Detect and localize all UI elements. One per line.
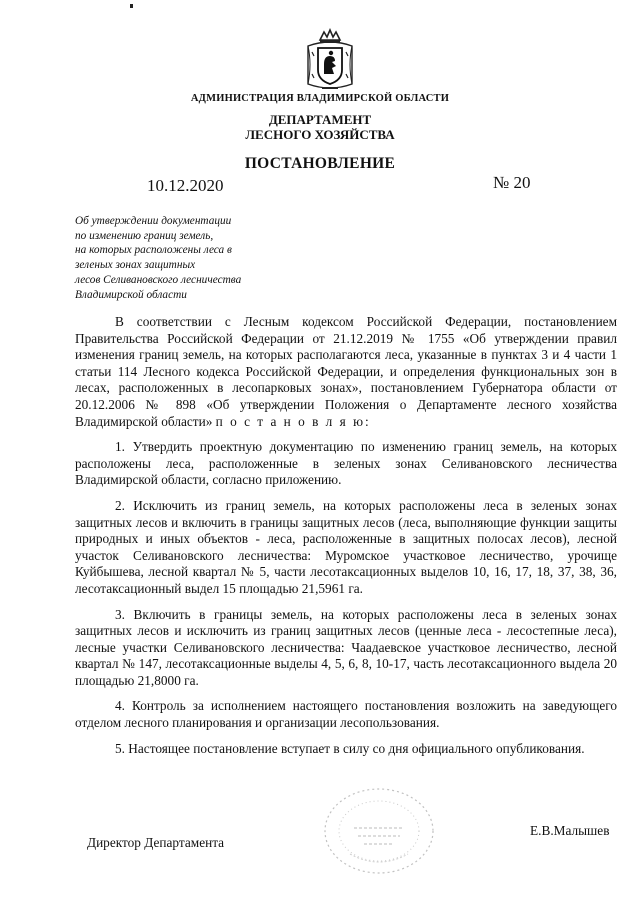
item-paragraph: 1. Утвердить проектную документацию по изменению границ земель, на которых расположены леса, расположенные в зеленых зонах Селивановского лесничества Владимирской области, согласно приложению. [75, 439, 617, 488]
subject-line: по изменению границ земель, [75, 229, 214, 242]
subject-line: зеленых зонах защитных [75, 259, 196, 272]
preamble-paragraph [75, 314, 617, 430]
subject-line: на которых расположены леса в [75, 244, 232, 257]
item-paragraph: 5. Настоящее постановление вступает в силу со дня официального опубликования. [115, 740, 585, 756]
document-number: № 20 [493, 173, 531, 192]
decree-word: п о с т а н о в л я ю: [215, 413, 371, 429]
preamble-text: В соответствии с Лесным кодексом Российской Федерации, постановлением Правительства Российской Федерации от 21.12.2019 № 1755 «Об утверждении правил изменения границ земель, на которых располагаются леса, указанные в пунктах 3 и 4 части 1 статьи 114 Лесного кодекса Российской Федерации, и определения функциональных зон в лесах, расположенных в лесопарковых зонах», постановлением Губернатора области от 20.12.2006 № 898 «Об утверждении Положения о Департаменте лесного хозяйства Владимирской области» [75, 314, 617, 429]
document-date: 10.12.2020 [147, 176, 224, 195]
department-line-2: ЛЕСНОГО ХОЗЯЙСТВА [245, 127, 395, 142]
item-paragraph: 2. Исключить из границ земель, на которых расположены леса в зеленых зонах защитных лесов и включить в границы защитных лесов (леса, выполняющие функции защиты природных и иных объектов - леса, расположенные в защитных полосах лесов), лесной участок Селивановского лесничества: Муромское участковое лесничество, урочище Куйбышева, лесной квартал № 5, части лесотаксационных выделов 10, 16, 17, 18, 37, 38, 36, лесотаксационный выдел 15 площадью 21,5961 га. [75, 497, 617, 596]
administration-name: АДМИНИСТРАЦИЯ ВЛАДИМИРСКОЙ ОБЛАСТИ [190, 93, 450, 104]
stamp-seal-icon [320, 784, 438, 878]
signatory-title: Директор Департамента [87, 835, 225, 850]
coat-of-arms-icon [302, 28, 358, 94]
department-line-1: ДЕПАРТАМЕНТ [268, 112, 372, 127]
subject-line: Об утверждении документации [75, 215, 232, 227]
subject-line: лесов Селивановского лесничества [75, 273, 242, 286]
document-body [75, 314, 617, 766]
signatory-name: Е.В.Малышев [530, 823, 610, 838]
document-type: ПОСТАНОВЛЕНИЕ [244, 155, 396, 172]
document-subject [75, 214, 315, 302]
department-name [0, 112, 640, 142]
scan-mark [130, 4, 133, 8]
item-paragraph: 4. Контроль за исполнением настоящего постановления возложить на заведующего отделом лесного планирования и организации лесопользования. [75, 698, 617, 731]
subject-line: Владимирской области [75, 288, 187, 301]
item-paragraph: 3. Включить в границы земель, на которых расположены леса в зеленых зонах защитных лесов и исключить из границ защитных лесов (ценные леса - лесостепные леса), лесные участки Селивановского лесничества: Чаадаевское участковое лесничество, лесной квартал № 147, лесотаксационные выделы 4, 5, 6, 8, 10-17, часть лесотаксационного выдела 20 площадью 21,8000 га. [75, 606, 617, 688]
